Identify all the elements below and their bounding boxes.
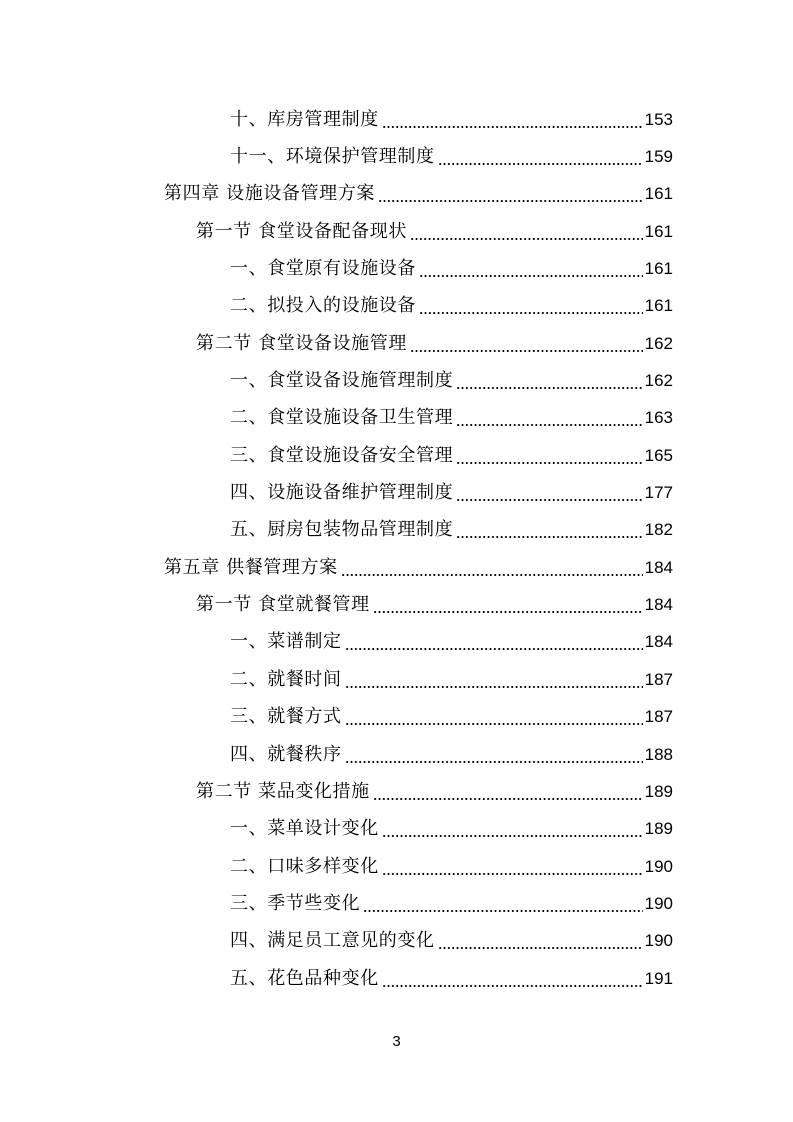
table-of-contents xyxy=(0,101,793,997)
toc-entry[interactable] xyxy=(0,960,673,997)
toc-entry-title: 第一节 食堂设备配备现状 xyxy=(196,220,407,242)
toc-entry[interactable] xyxy=(0,661,673,698)
toc-entry-title: 五、厨房包装物品管理制度 xyxy=(230,519,454,541)
toc-entry-page: 177 xyxy=(644,483,673,503)
toc-entry-page: 184 xyxy=(644,632,673,652)
toc-dot-leader xyxy=(382,856,643,878)
toc-entry-title: 四、就餐秩序 xyxy=(230,743,342,765)
toc-entry[interactable] xyxy=(0,437,673,474)
toc-entry[interactable] xyxy=(0,811,673,848)
toc-dot-leader xyxy=(456,370,642,392)
toc-entry-page: 162 xyxy=(644,333,673,353)
toc-entry-page: 189 xyxy=(644,781,673,801)
toc-entry-page: 161 xyxy=(644,296,673,316)
toc-entry[interactable] xyxy=(0,586,673,623)
toc-entry-page: 161 xyxy=(644,259,673,279)
toc-entry[interactable] xyxy=(0,512,673,549)
toc-entry-title: 第二节 食堂设备设施管理 xyxy=(196,332,407,354)
toc-entry[interactable] xyxy=(0,624,673,661)
toc-entry-page: 162 xyxy=(644,371,673,391)
toc-dot-leader xyxy=(456,407,642,429)
toc-entry-title: 一、食堂原有设施设备 xyxy=(230,258,416,280)
toc-dot-leader xyxy=(341,557,643,579)
toc-dot-leader xyxy=(382,818,643,840)
toc-entry[interactable] xyxy=(0,549,673,586)
toc-entry-page: 163 xyxy=(644,408,673,428)
toc-entry-page: 190 xyxy=(644,856,673,876)
toc-dot-leader xyxy=(378,183,643,205)
toc-entry[interactable] xyxy=(0,213,673,250)
toc-entry[interactable] xyxy=(0,101,673,138)
toc-entry-page: 159 xyxy=(644,147,673,167)
toc-entry-page: 187 xyxy=(644,707,673,727)
toc-entry-title: 三、季节些变化 xyxy=(230,892,361,914)
toc-entry[interactable] xyxy=(0,474,673,511)
toc-entry-title: 一、菜谱制定 xyxy=(230,631,342,653)
toc-entry-title: 二、口味多样变化 xyxy=(230,855,379,877)
toc-entry[interactable] xyxy=(0,176,673,213)
toc-entry-title: 二、食堂设施设备卫生管理 xyxy=(230,407,454,429)
toc-entry-title: 二、拟投入的设施设备 xyxy=(230,295,416,317)
toc-entry-page: 188 xyxy=(644,744,673,764)
toc-entry-title: 第五章 供餐管理方案 xyxy=(164,556,338,578)
toc-entry-title: 五、花色品种变化 xyxy=(230,967,379,989)
toc-entry[interactable] xyxy=(0,773,673,810)
toc-entry[interactable] xyxy=(0,923,673,960)
toc-dot-leader xyxy=(345,669,643,691)
toc-entry-title: 十、库房管理制度 xyxy=(230,108,379,130)
toc-entry[interactable] xyxy=(0,699,673,736)
toc-dot-leader xyxy=(456,519,642,541)
toc-entry-page: 184 xyxy=(644,595,673,615)
toc-entry-title: 三、食堂设施设备安全管理 xyxy=(230,444,454,466)
toc-entry-page: 184 xyxy=(644,557,673,577)
toc-entry-page: 190 xyxy=(644,893,673,913)
toc-entry-title: 一、食堂设备设施管理制度 xyxy=(230,370,454,392)
toc-dot-leader xyxy=(382,109,643,131)
toc-entry[interactable] xyxy=(0,885,673,922)
toc-entry-title: 四、设施设备维护管理制度 xyxy=(230,482,454,504)
toc-entry-page: 191 xyxy=(644,968,673,988)
toc-entry[interactable] xyxy=(0,325,673,362)
toc-entry-title: 四、满足员工意见的变化 xyxy=(230,930,435,952)
page-number: 3 xyxy=(392,1033,401,1050)
toc-entry-page: 161 xyxy=(644,221,673,241)
toc-dot-leader xyxy=(345,744,643,766)
toc-entry-title: 十一、环境保护管理制度 xyxy=(230,146,435,168)
toc-dot-leader xyxy=(419,295,643,317)
toc-entry-page: 165 xyxy=(644,445,673,465)
toc-entry-page: 161 xyxy=(644,184,673,204)
toc-dot-leader xyxy=(456,445,642,467)
toc-entry-title: 二、就餐时间 xyxy=(230,668,342,690)
toc-entry[interactable] xyxy=(0,362,673,399)
toc-dot-leader xyxy=(363,893,642,915)
toc-entry[interactable] xyxy=(0,400,673,437)
toc-dot-leader xyxy=(410,333,643,355)
toc-dot-leader xyxy=(373,594,643,616)
toc-dot-leader xyxy=(345,631,643,653)
toc-entry[interactable] xyxy=(0,736,673,773)
toc-entry-page: 187 xyxy=(644,669,673,689)
toc-dot-leader xyxy=(456,482,642,504)
toc-entry-title: 第二节 菜品变化措施 xyxy=(196,780,370,802)
toc-dot-leader xyxy=(373,781,643,803)
toc-entry[interactable] xyxy=(0,250,673,287)
toc-entry-title: 一、菜单设计变化 xyxy=(230,818,379,840)
toc-dot-leader xyxy=(438,146,643,168)
toc-entry-page: 189 xyxy=(644,819,673,839)
toc-dot-leader xyxy=(438,930,643,952)
toc-dot-leader xyxy=(410,221,643,243)
toc-entry-page: 182 xyxy=(644,520,673,540)
toc-dot-leader xyxy=(345,706,643,728)
toc-dot-leader xyxy=(382,968,643,990)
toc-entry[interactable] xyxy=(0,138,673,175)
toc-entry-title: 第一节 食堂就餐管理 xyxy=(196,594,370,616)
toc-dot-leader xyxy=(419,258,643,280)
toc-entry[interactable] xyxy=(0,848,673,885)
toc-entry-page: 153 xyxy=(644,109,673,129)
toc-entry-page: 190 xyxy=(644,931,673,951)
toc-entry-title: 三、就餐方式 xyxy=(230,706,342,728)
toc-entry[interactable] xyxy=(0,288,673,325)
toc-entry-title: 第四章 设施设备管理方案 xyxy=(164,183,375,205)
